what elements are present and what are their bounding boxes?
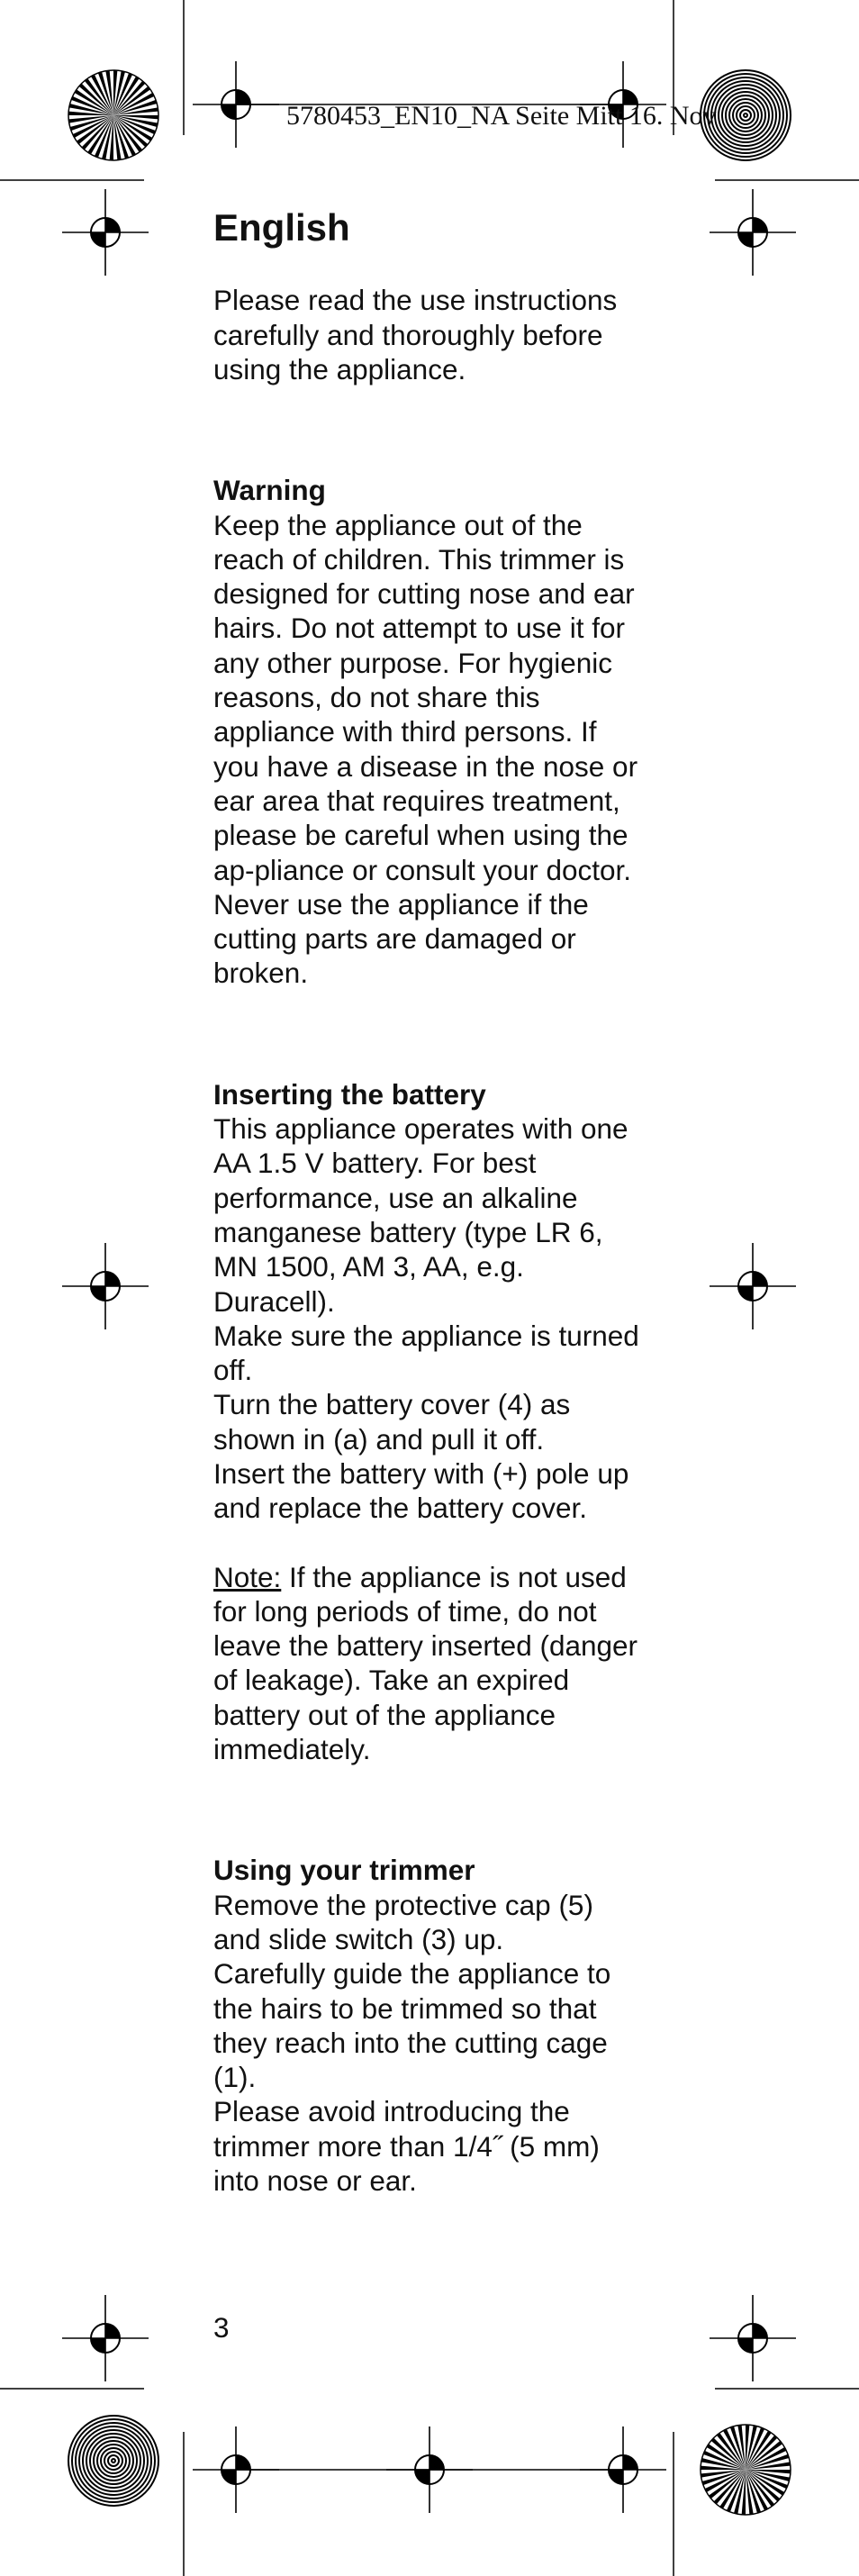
warning-title: Warning — [213, 474, 326, 507]
using-step-3: Please avoid introducing the trimmer more than 1/4˝ (5 mm) into nose or ear. — [213, 2095, 600, 2198]
warning-paragraph: Keep the appliance out of the reach of children. This trimmer is designed for cutting nose and ear hairs. Do not attempt to use it for any other purpose. For hygienic reasons, do not share this appliance with third persons. If you have a disease in the nose or ear area that requires treatment, please be careful when using the ap-pliance or consult your doctor. Never use the appliance if the cutting parts are damaged or broken. — [213, 508, 638, 990]
battery-step-2: Turn the battery cover (4) as shown in (a) and pull it off. — [213, 1388, 571, 1456]
battery-step-1: Make sure the appliance is turned off. — [213, 1319, 639, 1387]
crosshair-mark-bottom-center — [386, 2426, 473, 2513]
concentric-mark-bottom-left — [68, 2416, 158, 2506]
using-step-1: Remove the protective cap (5) and slide switch (3) up. — [213, 1888, 593, 1955]
intro-paragraph: Please read the use instructions carefully and thoroughly before using the appliance. — [213, 284, 618, 385]
crosshair-mark-left-lower — [62, 2295, 149, 2381]
starburst-mark-bottom-right — [701, 2425, 791, 2515]
using-step-2: Carefully guide the appliance to the hairs to be trimmed so that they reach into the cutting cage (1). — [213, 1957, 611, 2094]
note-text: If the appliance is not used for long periods of time, do not leave the battery inserted (danger of leakage). Take an expired battery out of the appliance immediately. — [213, 1560, 638, 1766]
language-heading: English — [213, 206, 350, 249]
crosshair-mark-left-upper — [62, 189, 149, 276]
crosshair-mark-right-middle — [710, 1243, 796, 1329]
battery-note — [213, 1560, 646, 1767]
crosshair-mark-left-middle — [62, 1243, 149, 1329]
page-number: 3 — [213, 2311, 230, 2344]
using-section-title: Using your trimmer — [213, 1854, 475, 1887]
document-body — [213, 205, 646, 2198]
battery-step-3: Insert the battery with (+) pole up and replace the battery cover. — [213, 1457, 629, 1525]
print-slug-header: 5780453_EN10_NA Seite Mitt 16. Nov — [286, 101, 717, 131]
crosshair-mark-right-upper — [710, 189, 796, 276]
crosshair-mark-bottom-right — [580, 2426, 666, 2513]
battery-paragraph: This appliance operates with one AA 1.5 V battery. For best performance, use an alkaline manganese battery (type LR 6, MN 1500, AM 3, AA, e.g. Duracell). — [213, 1112, 628, 1318]
crosshair-mark-right-lower — [710, 2295, 796, 2381]
battery-section-title: Inserting the battery — [213, 1077, 486, 1111]
crosshair-mark-bottom-left — [193, 2426, 279, 2513]
starburst-mark-top-left — [68, 70, 158, 160]
note-label: Note: — [213, 1560, 282, 1593]
